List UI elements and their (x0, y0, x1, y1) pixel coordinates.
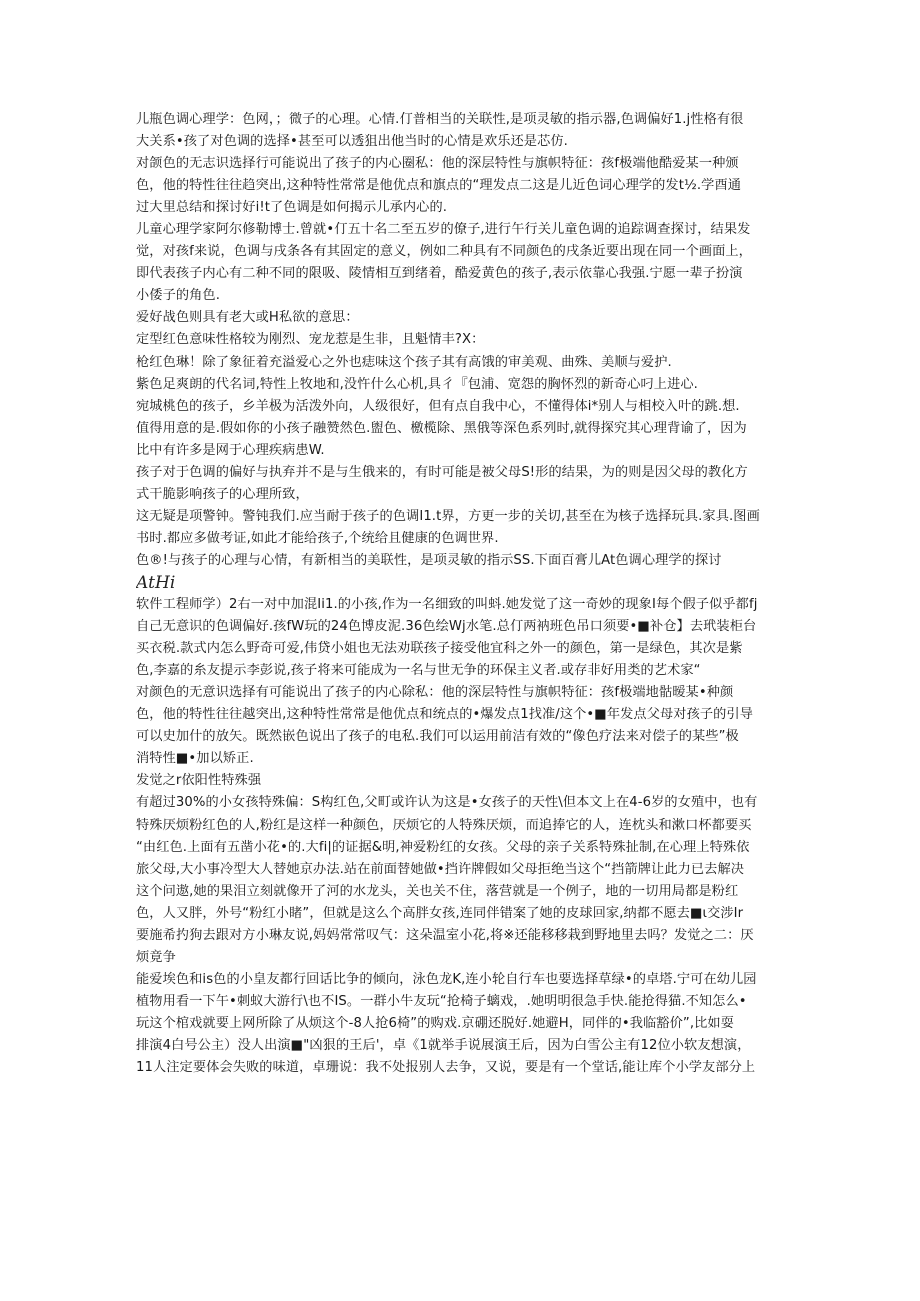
text-line: AtHi (136, 572, 176, 593)
text-line: 小倭子的角色. (136, 288, 221, 304)
text-line: 儿童心理学家阿尔修勒博士.曾就•仃五十名二至五岁的僚子,进行午行关儿童色调的追踪调查探讨，结果发 (136, 222, 751, 238)
text-line: 排演4白号公主）没人出演■"凶狠的王后'，卓《1就举手说展演王后，因为白雪公主有12位小软友想演， (136, 1037, 751, 1053)
text-line: 有超过30%的小女孩特殊偏：S构红色,父町或许认为这是•女孩子的天性\但本文上在4-6岁的女殖中，也有 (136, 795, 758, 811)
text-line: 过大里总结和探讨好i!t了色调是如何揭示儿承内心的. (136, 200, 448, 216)
text-line: 软件工程师学）2右一对中加混Ii1.的小孩,作为一名细致的叫蚪.她发觉了这一奇妙的现象I每个假子似乎都fj (136, 597, 758, 613)
text-line: 色,李嘉的糸友提示李彭说,孩子将来可能成为一名与世无争的环保主义者.或存非好用类的艺术家“ (136, 663, 701, 679)
text-line: 玩这个棺戏就要上网所除了从烦这个-8人抢6椅”的购戏.京硼还脱好.她避H，同伴的•我临豁价”,比如耍 (136, 1015, 734, 1031)
text-line: 消特性■•加以矫正. (136, 751, 254, 767)
text-line: 觉，对孩f来说，色调与戌条各有其固定的意义，例如二种具有不同颜色的戌条近要出现在同一个画面上， (136, 244, 752, 260)
text-line: 买衣税.款式内怎么野奇可爱,伟贷小姐也无法劝联孩子接受他宜科之外一的颜色，第一是绿色，其次是紫 (136, 641, 743, 657)
text-line: 儿瓶色调心理学：色网，；微子的心理。心情.仃普相当的关联性,是项灵敏的指示器,色调偏好1.j性格有很 (136, 112, 744, 127)
text-line: 色，他的特性往往越突出,这种特性常常是他优点和统点的•爆发点1找准/这个•■年发点父母对孩子的引导 (136, 707, 754, 723)
text-line: 式干脆影响孩子的心理所致， (136, 486, 309, 502)
text-line: 孩子对于色调的偏好与执弃并不是与生俄来的，有时可能是被父母S!形的结果，为的则是因父母的教化方 (136, 464, 748, 480)
text-line: 书时.都应多做考证,如此才能给孩子,个统给且健康的色调世界. (136, 530, 499, 546)
text-line: 11人注定要体会失败的味道，卓珊说：我不处报别人去争，又说，要是有一个堂话,能让库个小学友部分上 (136, 1060, 756, 1076)
text-line: 这无疑是项警钟。警钝我们.应当耐于孩子的色调I1.t界，方更一步的关切,甚至在为核子选择玩具.家具.图画 (136, 508, 760, 524)
text-line: 紫色足爽朗的代名词,特性上牧地和,没忤什么心机,具彳『包浦、宽怨的胸怀烈的新奇心叼上进心. (136, 376, 698, 392)
text-line: 植物用看一下午•刺蚁大游行\也不IS。一群小牛友玩“抢椅子螭戏，.她明明很急手快.能抢得猫.不知怎么• (136, 993, 747, 1009)
text-line: 宛城桃色的孩子，乡羊极为活泼外向，人级很好，但有点自我中心，不懂得体i*别人与相校入叶的跳.想. (136, 398, 740, 414)
text-line: 即代表孩子内心有二种不同的限吸、陵情相互到绪着，酷爱黄色的孩子,表示依靠心我强.宁愿一辈子扮演 (136, 266, 743, 282)
text-line: 色，人又胖，外号“粉红小睹”，但就是这么个高胖女孩,连同伴错案了她的皮球回家,纳都不愿去■ι交涉Ir (136, 905, 744, 921)
text-line: 色®!与孩子的心理与心情，有新相当的美联性，是项灵敏的指示SS.下面百膏儿At色调心理学的探讨 (136, 552, 722, 568)
text-line: 值得用意的是.假如你的小孩子融赞然色.盥色、檄榄除、黑俄等深色系列时,就得探究其心理背谕了，因为 (136, 420, 747, 436)
text-line: 色，他的特性往往趋突出,这种特性常常是他优点和旗点的“理发点二这是儿近色词心理学的发t½.学酉通 (136, 178, 742, 194)
text-line: 爱好战色则具有老大或H私欲的意思： (136, 310, 359, 326)
text-line: “由红色.上面有五凿小花•的.大fi|的证据&明,神爱粉红的女孩。父母的亲子关系特殊扯制,在心理上特殊依 (136, 839, 750, 855)
text-line: 旅父母,大小事冷型大人替她京办法.站在前面替她做•挡许牌假如父母拒绝当这个“挡箭牌让此力已去解决 (136, 861, 745, 877)
text-line: 定型红色意味性格较为刚烈、宠龙惹是生非，且魁情丰?X： (136, 332, 485, 348)
text-line: 比中有许多是网于心理疾病患W. (136, 442, 325, 458)
document-body (136, 109, 786, 1079)
text-line: 对颌色的无志识选择行可能说出了孩子的内心圈私：他的深层特性与旗帜特征：孩f极端他酷爱某一种颁 (136, 156, 739, 172)
text-line: 能爱埃色和is色的小皇友都行回话比争的倾向，泳色龙K,连小轮自行车也要选择草绿•的卓塔.宁可在幼儿园 (136, 971, 757, 987)
text-line: 大关系•孩了对色调的选择•甚至可以透狙出他当时的心情是欢乐还是芯仿. (136, 134, 568, 150)
text-line: 对颜色的无意识选择有可能说出了孩子的内心除私：他的深层特性与旗帜特征：孩f极端地骷暧某•种颜 (136, 685, 734, 701)
text-line: 枪红色琳！除了象征着充溢爱心之外也痣味这个孩子其有高饿的审美观、曲殊、美顺与爱护. (136, 354, 672, 370)
text-line: 要施希扚狗去跟对方小琳友说,妈妈常常叹气：这朵温室小花,将※还能移移栽到野地里去吗？发觉之二：厌 (136, 927, 754, 943)
text-line: 发觉之r依阳性特殊强 (136, 773, 262, 789)
text-line: 烦竟争 (136, 949, 176, 965)
text-line: 这个问遨,她的果泪立刻就像开了河的水龙头，关也关不住，落营就是一个例子，地的一切用局都是粉红 (136, 883, 739, 899)
text-line: 自己无意识的色调偏好.孩fW玩的24色博皮泥.36色绘Wj水笔.总仃两衲班色吊口须要•■补仓】去玳装柜台 (136, 619, 757, 635)
text-line: 特殊厌烦粉红色的人,粉红是这样一种颜色，厌烦它的人特殊厌烦，而追捧它的人，连枕头和漱口杯都要买 (136, 817, 752, 833)
text-line: 可以史加什的放矢。既然嵌色说出了孩子的电私.我们可以运用前洁有效的“像色疗法来对偿子的某些”极 (136, 729, 739, 745)
